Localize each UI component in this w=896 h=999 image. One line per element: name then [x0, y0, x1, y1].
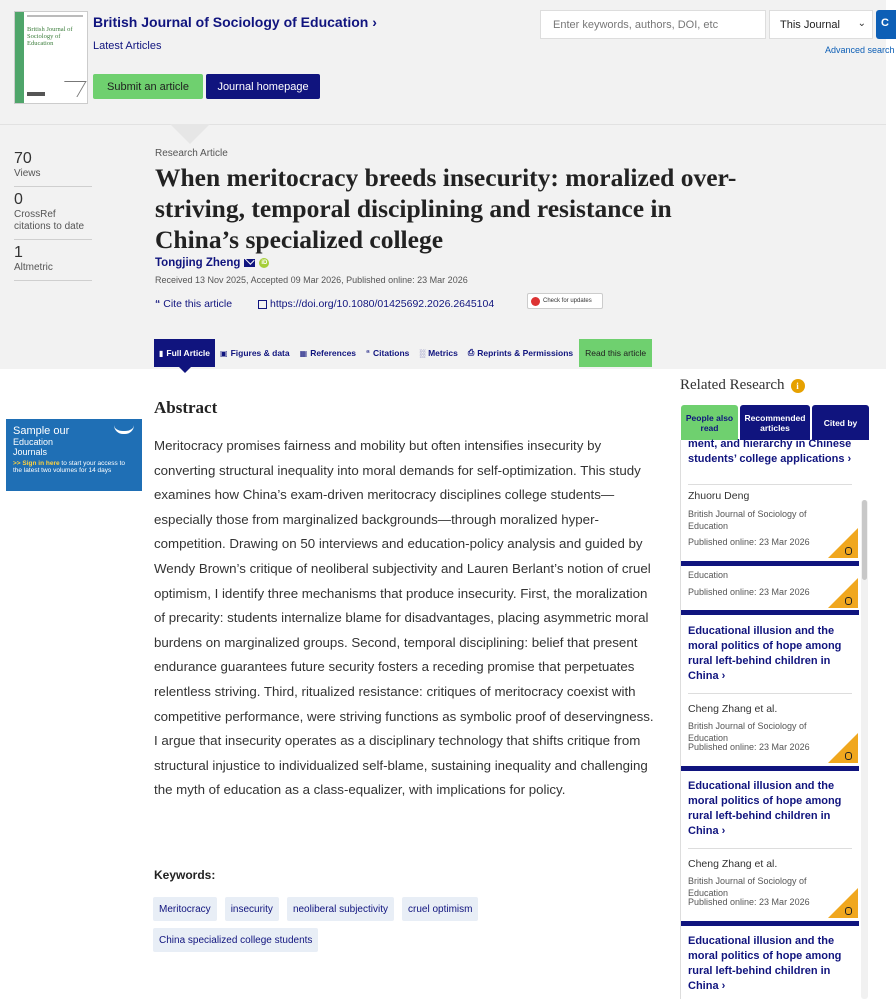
- search-scope-select[interactable]: [769, 10, 873, 39]
- promo-line3: Journals: [13, 447, 48, 457]
- promo-line2: Education: [13, 437, 54, 447]
- keyword-tag[interactable]: China specialized college students: [153, 928, 318, 952]
- search-button[interactable]: [876, 10, 896, 39]
- related-item-title[interactable]: [688, 437, 858, 467]
- metric-value: 70: [14, 150, 32, 167]
- cover-title: British Journal of Sociology of Education: [27, 26, 73, 47]
- chevron-right-icon: ›: [847, 453, 852, 465]
- tab-label: Full Article: [166, 348, 211, 358]
- related-item-author: Zhuoru Deng: [688, 490, 750, 502]
- related-item-date: Published online: 23 Mar 2026: [688, 897, 810, 907]
- promo-text: [13, 460, 135, 474]
- tab-cited-by[interactable]: Cited by: [812, 405, 869, 440]
- quote-icon: “: [155, 298, 161, 310]
- related-item-author: Cheng Zhang et al.: [688, 858, 778, 870]
- related-title-text: Educational illusion and the moral politics of hope among rural left-behind children in China: [688, 780, 842, 837]
- open-access-badge: [828, 733, 858, 763]
- tab-label: Reprints & Permissions: [477, 348, 574, 358]
- chevron-right-icon: ›: [721, 670, 726, 682]
- related-title-text: Educational illusion and the moral politics of hope among rural left-behind children in China: [688, 625, 842, 682]
- doi-link[interactable]: [258, 298, 494, 310]
- related-item-title[interactable]: [688, 934, 858, 994]
- bar-chart-icon: ░: [419, 348, 426, 358]
- info-icon[interactable]: i: [791, 379, 805, 393]
- cite-label: Cite this article: [163, 298, 233, 310]
- keyword-tag[interactable]: neoliberal subjectivity: [287, 897, 394, 921]
- tab-label: Figures & data: [230, 348, 290, 358]
- journal-header: [0, 0, 895, 124]
- promo-signin[interactable]: >> Sign in here: [13, 460, 60, 467]
- related-research-heading: [680, 377, 805, 394]
- metric-label: CrossRef citations to date: [14, 209, 85, 232]
- related-item-title[interactable]: [688, 779, 858, 839]
- book-icon: ▦: [299, 348, 308, 358]
- chevron-right-icon: ›: [721, 825, 726, 837]
- journal-homepage-button[interactable]: Journal homepage: [206, 74, 320, 99]
- keyword-tag[interactable]: Meritocracy: [153, 897, 217, 921]
- print-icon: ⎙: [467, 348, 475, 357]
- promo-rest: to start your access to the latest two volumes for 14 days: [13, 460, 125, 474]
- cover-stripe: [15, 12, 24, 103]
- related-research-title: Related Research: [680, 377, 785, 393]
- keyword-tag[interactable]: insecurity: [225, 897, 279, 921]
- check-updates-button[interactable]: [527, 293, 603, 309]
- related-item-date: Published online: 23 Mar 2026: [688, 537, 810, 547]
- external-link-icon: [258, 300, 267, 309]
- related-item-date: Published online: 23 Mar 2026: [688, 742, 810, 752]
- tab-citations[interactable]: [361, 339, 414, 367]
- cover-graphic: [55, 81, 86, 97]
- header-notch: [170, 124, 210, 144]
- metric-value: 1: [14, 244, 23, 261]
- author-link[interactable]: [155, 257, 269, 269]
- metric-label: Views: [14, 168, 41, 179]
- tab-people-also-read[interactable]: People also read: [681, 405, 738, 440]
- tab-reprints[interactable]: [463, 339, 578, 367]
- related-item-journal: British Journal of Sociology of Education: [688, 876, 807, 898]
- article-dates: Received 13 Nov 2025, Accepted 09 Mar 2026, Published online: 23 Mar 2026: [155, 275, 468, 285]
- related-scrollbar-thumb[interactable]: [862, 500, 867, 580]
- open-access-badge: [828, 888, 858, 918]
- related-list[interactable]: [680, 440, 858, 999]
- document-icon: ▮: [159, 348, 164, 358]
- tab-figures[interactable]: [215, 339, 295, 367]
- article-type: Research Article: [155, 148, 228, 159]
- search-input[interactable]: Enter keywords, authors, DOI, etc: [540, 10, 766, 39]
- chevron-right-icon: ›: [721, 980, 726, 992]
- promo-line1: Sample our: [13, 425, 70, 437]
- item-separator: [681, 561, 859, 566]
- keyword-tag[interactable]: cruel optimism: [402, 897, 478, 921]
- tab-metrics[interactable]: [414, 339, 462, 367]
- chevron-down-icon: ⌄: [857, 18, 866, 29]
- divider: [688, 693, 852, 694]
- related-item-title[interactable]: [688, 624, 858, 684]
- related-item-journal: Education: [688, 570, 729, 580]
- check-updates-label: Check for updates: [543, 298, 592, 304]
- open-access-icon: [845, 752, 852, 760]
- author-name: Tongjing Zheng: [155, 257, 241, 269]
- related-title-text: ment, and hierarchy in Chinese students’ college applications: [688, 438, 852, 465]
- related-tabs: [681, 405, 870, 440]
- image-icon: ▣: [220, 348, 228, 358]
- open-access-badge: [828, 578, 858, 608]
- open-access-icon: [845, 597, 852, 605]
- related-item-journal: British Journal of Sociology of Education: [688, 721, 807, 743]
- metric-crossref: [14, 191, 92, 240]
- related-item-author: Cheng Zhang et al.: [688, 703, 778, 715]
- scope-value: This Journal: [780, 19, 840, 31]
- keywords-heading: Keywords:: [154, 868, 216, 882]
- item-separator: [681, 610, 859, 615]
- tab-label: Metrics: [428, 348, 458, 358]
- open-access-icon: [845, 547, 852, 555]
- tab-label: References: [310, 348, 357, 358]
- metric-views: [14, 150, 92, 187]
- divider: [688, 484, 852, 485]
- journal-title-link[interactable]: [93, 14, 377, 30]
- education-journals-promo[interactable]: [6, 419, 142, 491]
- mail-icon[interactable]: [244, 259, 255, 267]
- cover-topline: [27, 15, 83, 17]
- submit-article-button[interactable]: Submit an article: [93, 74, 203, 99]
- keyword-list: [153, 897, 533, 952]
- read-article-button[interactable]: Read this article: [579, 339, 652, 367]
- open-access-icon: [845, 907, 852, 915]
- divider: [688, 848, 852, 849]
- metric-value: 0: [14, 191, 23, 208]
- article-tabs: [154, 339, 652, 367]
- quote-icon: “: [366, 348, 371, 358]
- journal-cover[interactable]: [14, 11, 88, 104]
- search-icon: C: [881, 17, 889, 29]
- item-separator: [681, 766, 859, 771]
- journal-name: British Journal of Sociology of Education: [93, 14, 369, 30]
- doi-text: https://doi.org/10.1080/01425692.2026.2645104: [270, 298, 495, 310]
- chevron-right-icon: ›: [372, 14, 377, 30]
- related-title-text: Educational illusion and the moral politics of hope among rural left-behind children in China: [688, 935, 842, 992]
- latest-articles-link[interactable]: Latest Articles: [93, 40, 162, 52]
- tab-label: Citations: [373, 348, 410, 358]
- article-metrics: [14, 150, 92, 285]
- open-access-badge: [828, 528, 858, 558]
- related-item-journal: British Journal of Sociology of Education: [688, 509, 807, 531]
- item-separator: [681, 921, 859, 926]
- tab-full-article[interactable]: [154, 339, 215, 367]
- metric-label: Altmetric: [14, 262, 53, 273]
- crossmark-icon: [531, 297, 540, 306]
- cite-article-link[interactable]: [155, 298, 232, 310]
- article-title: When meritocracy breeds insecurity: moralized over-striving, temporal disciplining and resistance in China’s specialized college: [155, 163, 737, 254]
- abstract-text: Meritocracy promises fairness and mobility but often intensifies insecurity by converting structural inequality into moral demands for self-optimization. This study examines how China’s exam-driven meritocracy disciplines college students—especially those from marginalized backgrounds—through moralized hyper-competition. Drawing on 50 interviews and education-policy analysis and guided by Wendy Brown’s critique of neoliberal subjectivity and Lauren Berlant’s notion of cruel optimism, I identify three mechanisms that produce insecurity. First, the moralization of precarity: students internalize blame for disadvantages, placing asymmetric moral burdens on marginalized groups. Second, temporal disciplining: belief that present endurance guarantees future security fosters a receding promise that perpetuates relentless striving. Third, ritualized resistance: critiques of meritocracy coexist with competitive performance, were striving functions as symbolic proof of deservingness. I argue that insecurity operates as a disciplinary technology that shifts critique from structural injustice to individualized self-blame, sustaining inequality and challenging the myth of education as a class-equalizer, with implications for policy.: [154, 438, 654, 798]
- tab-recommended-articles[interactable]: Recommended articles: [740, 405, 810, 440]
- related-item-date: Published online: 23 Mar 2026: [688, 587, 810, 597]
- advanced-search-link[interactable]: Advanced search: [825, 45, 895, 55]
- orcid-icon[interactable]: iD: [261, 260, 268, 266]
- abstract-heading: Abstract: [154, 398, 218, 417]
- tab-references[interactable]: [295, 339, 361, 367]
- metric-altmetric[interactable]: [14, 244, 92, 281]
- publisher-logo: [27, 92, 45, 96]
